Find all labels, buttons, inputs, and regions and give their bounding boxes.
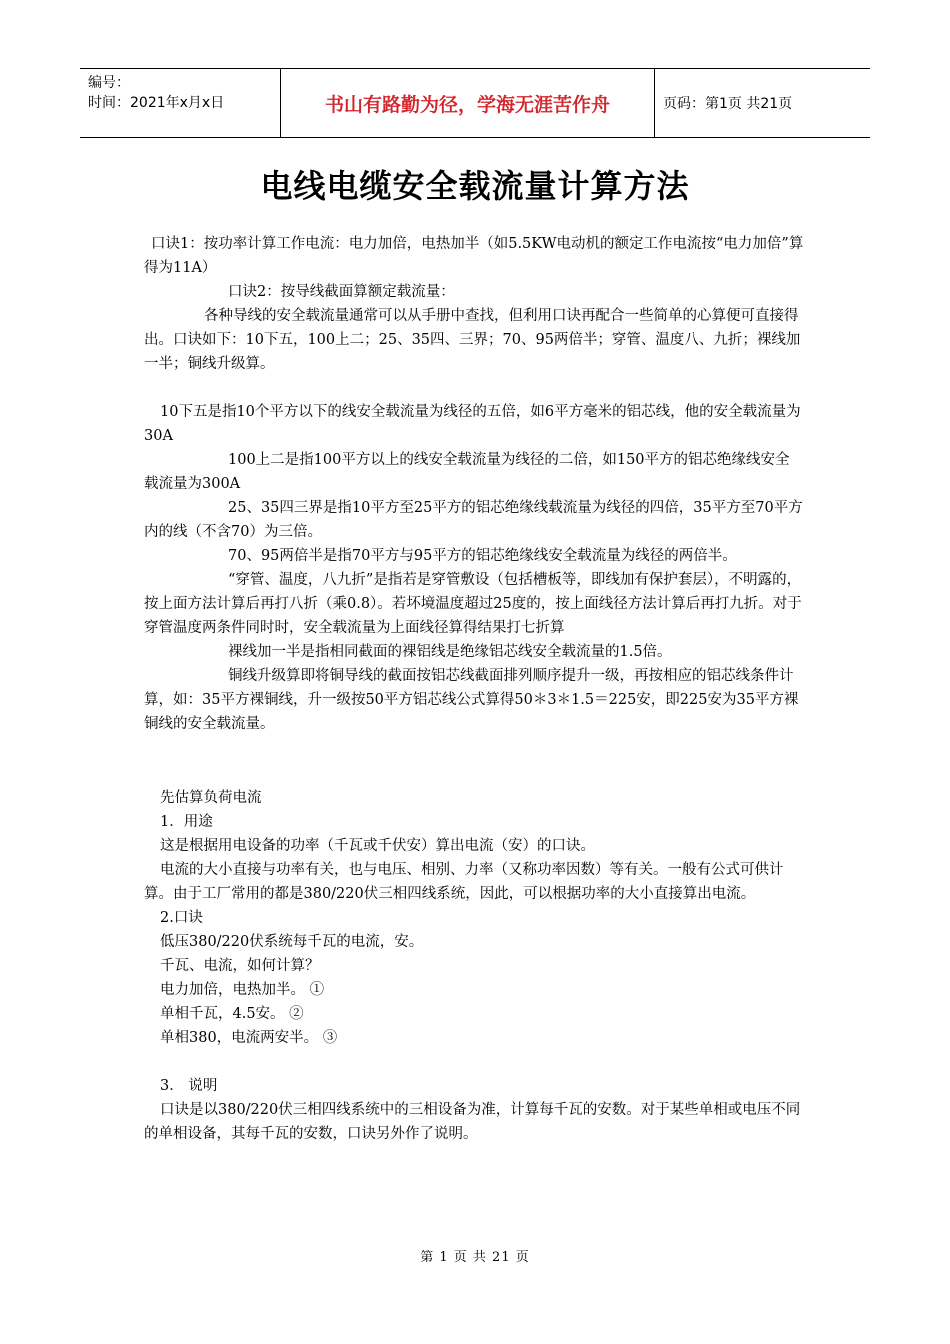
section-heading: 1．用途 xyxy=(160,814,213,830)
paragraph: 千瓦、电流，如何计算？ xyxy=(160,958,320,974)
document-title: 电线电缆安全载流量计算方法 xyxy=(260,167,690,205)
section-heading: 2.口诀 xyxy=(160,910,203,926)
document-body xyxy=(144,232,804,1146)
paragraph: 这是根据用电设备的功率（千瓦或千伏安）算出电流（安）的口诀。 xyxy=(160,838,595,854)
section-heading: 3． 说明 xyxy=(160,1078,218,1094)
spacer xyxy=(144,376,804,400)
paragraph: 裸线加一半是指相同截面的裸铝线是绝缘铝芯线安全载流量的1.5倍。 xyxy=(228,644,672,660)
paragraph: 口诀2：按导线截面算额定载流量： xyxy=(228,284,455,300)
spacer xyxy=(144,1050,804,1074)
formula-line: 单相380，电流两安半。 ③ xyxy=(160,1030,338,1046)
paragraph: 10下五是指10个平方以下的线安全载流量为线径的五倍，如6平方毫米的铝芯线，他的安全载流量为30A xyxy=(144,404,801,444)
paragraph: 25、35四三界是指10平方至25平方的铝芯绝缘线载流量为线径的四倍，35平方至70平方内的线（不含70）为三倍。 xyxy=(144,500,803,540)
header-meta xyxy=(80,69,280,137)
section-heading: 先估算负荷电流 xyxy=(160,790,262,806)
formula-line: 电力加倍，电热加半。 ① xyxy=(160,982,325,998)
header-page-number: 页码：第1页 共21页 xyxy=(663,96,793,112)
page-header xyxy=(80,68,870,138)
paragraph: 电流的大小直接与功率有关，也与电压、相别、力率（又称功率因数）等有关。一般有公式可供计算。由于工厂常用的都是380/220伏三相四线系统，因此，可以根据功率的大小直接算出电流。 xyxy=(144,862,784,902)
paragraph: 口诀是以380/220伏三相四线系统中的三相设备为准，计算每千瓦的安数。对于某些单相或电压不同的单相设备，其每千瓦的安数，口诀另外作了说明。 xyxy=(144,1102,801,1142)
formula-line: 单相千瓦，4.5安。 ② xyxy=(160,1006,304,1022)
paragraph: 各种导线的安全载流量通常可以从手册中查找，但利用口诀再配合一些简单的心算便可直接得出。口诀如下：10下五，100上二；25、35四、三界；70、95两倍半；穿管、温度八、九折；裸线加一半；铜线升级算。 xyxy=(144,308,801,372)
paragraph: 口诀1：按功率计算工作电流：电力加倍，电热加半（如5.5KW电动机的额定工作电流按“电力加倍”算得为11A） xyxy=(144,236,804,276)
document-time-label: 时间：2021年x月x日 xyxy=(88,95,225,111)
spacer xyxy=(144,736,804,786)
page-footer: 第 1 页 共 21 页 xyxy=(420,1250,530,1265)
document-number-label: 编号： xyxy=(88,75,130,91)
paragraph: 铜线升级算即将铜导线的截面按铝芯线截面排列顺序提升一级，再按相应的铝芯线条件计算，如：35平方裸铜线，升一级按50平方铝芯线公式算得50＊3＊1.5＝225安，即225安为35平方裸铜线的安全载流量。 xyxy=(144,668,799,732)
paragraph: 低压380/220伏系统每千瓦的电流，安。 xyxy=(160,934,424,950)
paragraph: 70、95两倍半是指70平方与95平方的铝芯绝缘线安全载流量为线径的两倍半。 xyxy=(228,548,737,564)
paragraph: 100上二是指100平方以上的线安全载流量为线径的二倍，如150平方的铝芯绝缘线安全载流量为300A xyxy=(144,452,790,492)
paragraph: “穿管、温度，八九折”是指若是穿管敷设（包括槽板等，即线加有保护套层），不明露的，按上面方法计算后再打八折（乘0.8）。若坏境温度超过25度的，按上面线径方法计算后再打九折。对于穿管温度两条件同时时，安全载流量为上面线径算得结果打七折算 xyxy=(144,572,802,636)
header-motto: 书山有路勤为径，学海无涯苦作舟 xyxy=(280,69,655,137)
